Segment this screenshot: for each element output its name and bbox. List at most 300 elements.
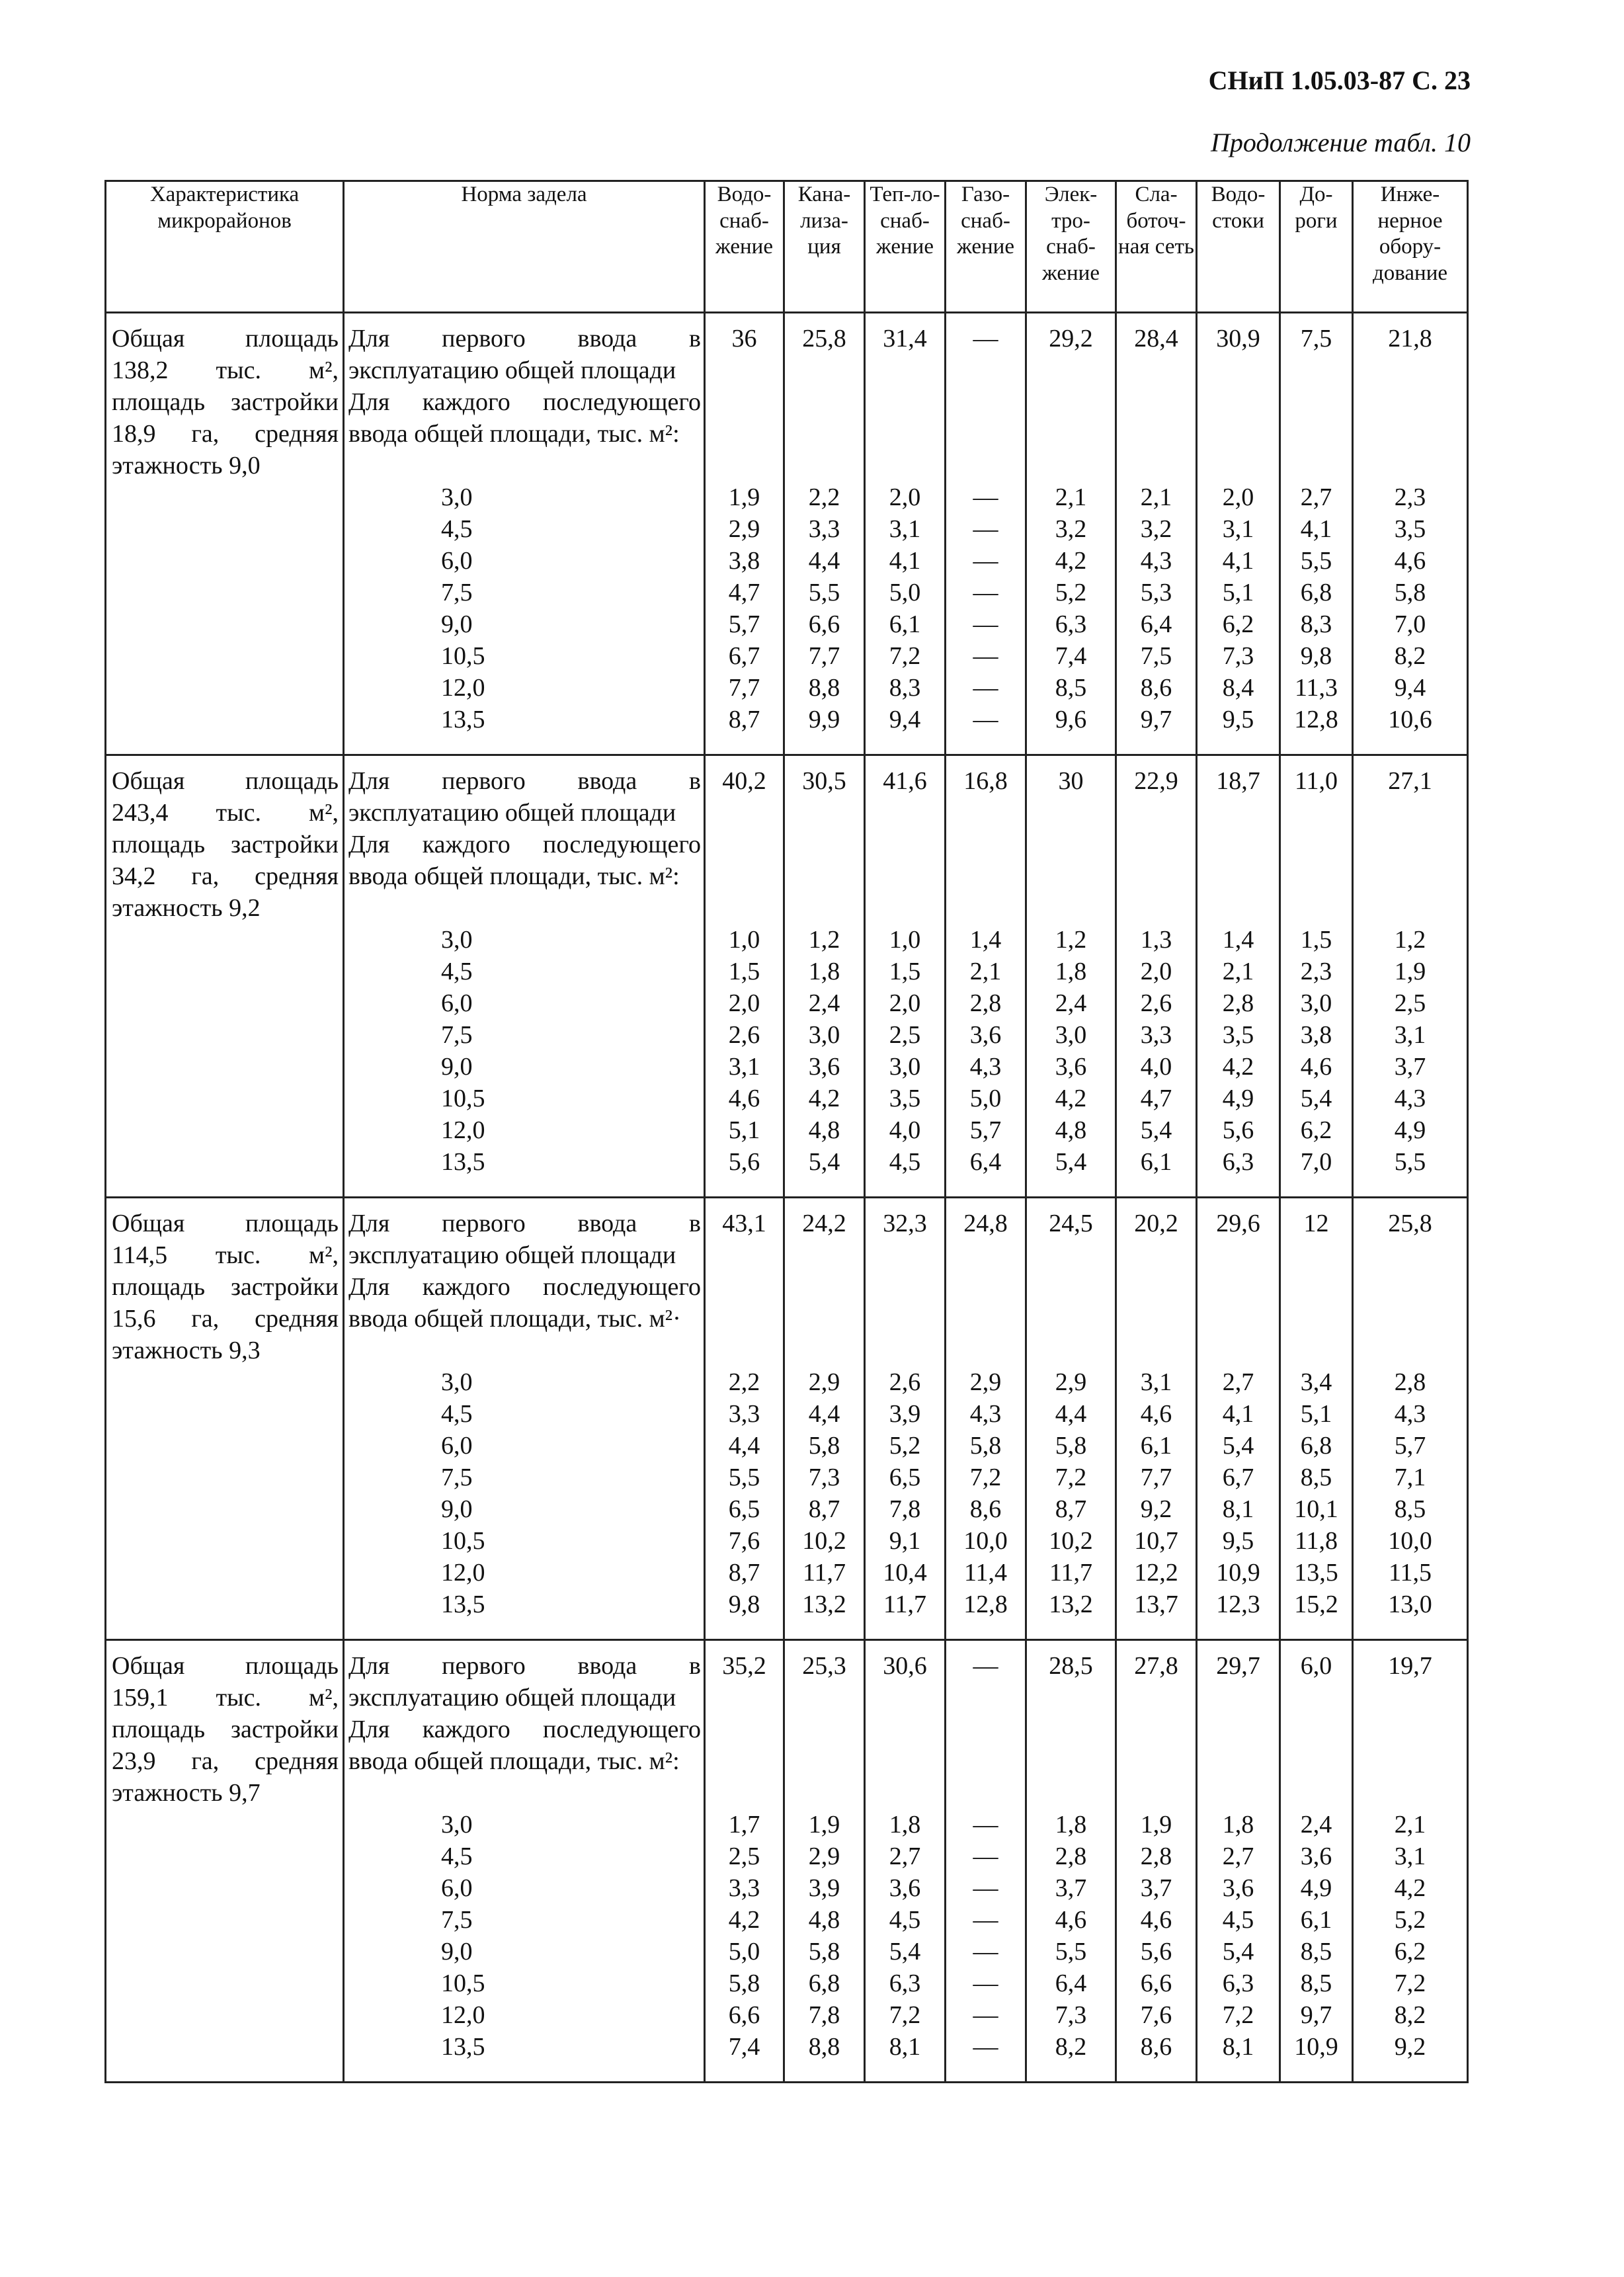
step-value: 3,5 bbox=[1222, 1021, 1254, 1049]
step-value: 8,1 bbox=[1222, 1495, 1254, 1523]
step-value: 6,2 bbox=[1300, 1116, 1332, 1144]
step-value: 4,8 bbox=[808, 1116, 840, 1144]
step-value: 4,8 bbox=[1055, 1116, 1087, 1144]
step-value: — bbox=[973, 2001, 998, 2029]
step-value: 4,6 bbox=[1394, 547, 1426, 575]
norm-each-next-input: Для каждого последующего ввода общей площади, тыс. м²: bbox=[348, 831, 701, 890]
step-value: 2,6 bbox=[1140, 989, 1172, 1017]
first-input-value: 6,0 bbox=[1300, 1652, 1332, 1680]
step-value: 11,8 bbox=[1294, 1527, 1338, 1555]
step-value: — bbox=[973, 515, 998, 543]
step-value: 4,4 bbox=[808, 547, 840, 575]
step-value: 3,8 bbox=[1300, 1021, 1332, 1049]
step-value: 5,1 bbox=[1222, 579, 1254, 606]
value-cell bbox=[1353, 313, 1468, 755]
step-value: 13,2 bbox=[802, 1591, 846, 1618]
step-value: 11,4 bbox=[963, 1559, 1008, 1587]
step-value: 9,1 bbox=[889, 1527, 921, 1555]
step-value: 4,6 bbox=[1140, 1400, 1172, 1428]
step-value: 8,2 bbox=[1055, 2033, 1087, 2061]
step-value: 4,9 bbox=[1222, 1085, 1254, 1112]
step-value: 5,4 bbox=[808, 1148, 840, 1176]
first-input-value: 28,4 bbox=[1134, 325, 1178, 352]
step-value: 3,2 bbox=[1055, 515, 1087, 543]
step-value: 6,5 bbox=[728, 1495, 760, 1523]
step-value: 1,5 bbox=[889, 958, 921, 985]
value-cell bbox=[946, 755, 1026, 1198]
first-input-value: 29,2 bbox=[1049, 325, 1093, 352]
microdistrict-characteristic: Общая площадь 243,4 тыс. м², площадь застройки 34,2 га, средняя этажность 9,2 bbox=[106, 755, 344, 1198]
step-value: 1,8 bbox=[889, 1811, 921, 1839]
norm-each-next-input: Для каждого последующего ввода общей площади, тыс. м²· bbox=[348, 1273, 701, 1333]
column-header: Теп-ло-снаб-жение bbox=[865, 181, 946, 313]
step-value: 13,5 bbox=[1294, 1559, 1338, 1587]
value-cell bbox=[946, 1640, 1026, 2081]
step-value: 9,2 bbox=[1394, 2033, 1426, 2061]
step-value: 4,3 bbox=[1140, 547, 1172, 575]
step-value: — bbox=[973, 1811, 998, 1839]
empty-cell bbox=[946, 2081, 1026, 2083]
step-value: 4,0 bbox=[1140, 1053, 1172, 1081]
step-value: 2,6 bbox=[889, 1368, 921, 1396]
step-value: 4,2 bbox=[728, 1906, 760, 1934]
norm-description bbox=[344, 1198, 705, 1640]
step-value: 11,7 bbox=[1049, 1559, 1093, 1587]
value-cell bbox=[1197, 755, 1280, 1198]
step-value: 3,6 bbox=[969, 1021, 1002, 1049]
step-value: 4,2 bbox=[1055, 547, 1087, 575]
step-value: — bbox=[973, 1969, 998, 1997]
step-value: 10,9 bbox=[1294, 2033, 1338, 2061]
value-cell bbox=[1353, 1198, 1468, 1640]
norms-table bbox=[104, 180, 1469, 2083]
step-value: 6,8 bbox=[808, 1969, 840, 1997]
value-cell bbox=[1116, 1640, 1197, 2081]
value-cell bbox=[865, 1198, 946, 1640]
first-input-value: 25,8 bbox=[1388, 1210, 1432, 1237]
step-value: 6,3 bbox=[1222, 1969, 1254, 1997]
first-input-value: 30,9 bbox=[1216, 325, 1260, 352]
step-value: 2,8 bbox=[1140, 1842, 1172, 1870]
step-value: 4,7 bbox=[1140, 1085, 1172, 1112]
step-value: 5,6 bbox=[1222, 1116, 1254, 1144]
step-value: 7,2 bbox=[1222, 2001, 1254, 2029]
step-value: 7,1 bbox=[1394, 1464, 1426, 1491]
norm-first-input: Для первого ввода в эксплуатацию общей площади bbox=[348, 1210, 701, 1269]
step-value: 7,7 bbox=[728, 674, 760, 702]
value-cell bbox=[1116, 755, 1197, 1198]
first-input-value: 25,3 bbox=[802, 1652, 846, 1680]
step-value: 3,3 bbox=[728, 1400, 760, 1428]
step-value: 5,5 bbox=[808, 579, 840, 606]
step-value: 1,0 bbox=[889, 926, 921, 954]
microdistrict-block bbox=[106, 755, 1468, 1198]
step-value: 2,9 bbox=[808, 1368, 840, 1396]
step-value: 1,8 bbox=[808, 958, 840, 985]
first-input-value: 29,6 bbox=[1216, 1210, 1260, 1237]
value-cell bbox=[865, 1640, 946, 2081]
step-value: 3,6 bbox=[889, 1874, 921, 1902]
value-cell bbox=[1280, 1640, 1353, 2081]
microdistrict-block bbox=[106, 1198, 1468, 1640]
step-value: 1,5 bbox=[728, 958, 760, 985]
norm-step-value: 10,5 bbox=[441, 1527, 485, 1555]
step-value: 8,1 bbox=[1222, 2033, 1254, 2061]
step-value: 8,8 bbox=[808, 2033, 840, 2061]
step-value: 7,0 bbox=[1300, 1148, 1332, 1176]
step-value: 9,6 bbox=[1055, 706, 1087, 733]
first-input-value: 27,8 bbox=[1134, 1652, 1178, 1680]
norm-description bbox=[344, 755, 705, 1198]
first-input-value: 24,8 bbox=[963, 1210, 1008, 1237]
step-value: 2,1 bbox=[1394, 1811, 1426, 1839]
step-value: 3,6 bbox=[1055, 1053, 1087, 1081]
norm-step-value: 13,5 bbox=[441, 2033, 485, 2061]
column-header: Водо-снаб-жение bbox=[705, 181, 784, 313]
step-value: 5,4 bbox=[1140, 1116, 1172, 1144]
step-value: 2,0 bbox=[728, 989, 760, 1017]
step-value: 6,4 bbox=[1140, 610, 1172, 638]
table-header-row bbox=[106, 181, 1468, 313]
step-value: 8,7 bbox=[728, 1559, 760, 1587]
step-value: 2,7 bbox=[1222, 1842, 1254, 1870]
step-value: 4,5 bbox=[1222, 1906, 1254, 1934]
step-value: — bbox=[973, 547, 998, 575]
step-value: 5,4 bbox=[1055, 1148, 1087, 1176]
column-header: Газо-снаб-жение bbox=[946, 181, 1026, 313]
step-value: 6,3 bbox=[889, 1969, 921, 1997]
norm-step-value: 4,5 bbox=[441, 958, 473, 985]
norm-step-value: 13,5 bbox=[441, 1148, 485, 1176]
step-value: 6,5 bbox=[889, 1464, 921, 1491]
column-header: Элек-тро-снаб-жение bbox=[1026, 181, 1116, 313]
step-value: 1,9 bbox=[1140, 1811, 1172, 1839]
step-value: 11,7 bbox=[883, 1591, 927, 1618]
step-value: — bbox=[973, 610, 998, 638]
step-value: 9,2 bbox=[1140, 1495, 1172, 1523]
first-input-value: 30 bbox=[1058, 767, 1084, 795]
step-value: 1,9 bbox=[728, 483, 760, 511]
step-value: 7,0 bbox=[1394, 610, 1426, 638]
column-header: Норма задела bbox=[344, 181, 705, 313]
step-value: 5,2 bbox=[1055, 579, 1087, 606]
value-cell bbox=[705, 1198, 784, 1640]
step-value: 2,8 bbox=[1222, 989, 1254, 1017]
value-cell bbox=[1197, 1640, 1280, 2081]
step-value: 3,5 bbox=[889, 1085, 921, 1112]
step-value: 1,5 bbox=[1300, 926, 1332, 954]
first-input-value: 22,9 bbox=[1134, 767, 1178, 795]
step-value: 5,8 bbox=[808, 1938, 840, 1966]
step-value: 13,0 bbox=[1388, 1591, 1432, 1618]
value-cell bbox=[946, 1198, 1026, 1640]
step-value: 5,3 bbox=[1140, 579, 1172, 606]
value-cell bbox=[1280, 1198, 1353, 1640]
step-value: 7,8 bbox=[808, 2001, 840, 2029]
step-value: 10,1 bbox=[1294, 1495, 1338, 1523]
step-value: 10,0 bbox=[963, 1527, 1008, 1555]
norm-first-input: Для первого ввода в эксплуатацию общей площади bbox=[348, 325, 701, 384]
step-value: 3,1 bbox=[1140, 1368, 1172, 1396]
step-value: 3,0 bbox=[889, 1053, 921, 1081]
step-value: 8,7 bbox=[728, 706, 760, 733]
step-value: 1,2 bbox=[1055, 926, 1087, 954]
value-cell bbox=[1116, 1198, 1197, 1640]
step-value: 4,6 bbox=[1140, 1906, 1172, 1934]
step-value: 4,2 bbox=[808, 1085, 840, 1112]
step-value: 8,5 bbox=[1300, 1938, 1332, 1966]
norm-description bbox=[344, 313, 705, 755]
microdistrict-block bbox=[106, 313, 1468, 755]
value-cell bbox=[1197, 1198, 1280, 1640]
step-value: 2,5 bbox=[889, 1021, 921, 1049]
step-value: 3,3 bbox=[1140, 1021, 1172, 1049]
step-value: 12,3 bbox=[1216, 1591, 1260, 1618]
step-value: 5,8 bbox=[1055, 1432, 1087, 1460]
step-value: 5,8 bbox=[808, 1432, 840, 1460]
step-value: 8,6 bbox=[1140, 674, 1172, 702]
empty-cell bbox=[705, 2081, 784, 2083]
step-value: 8,4 bbox=[1222, 674, 1254, 702]
step-value: 12,8 bbox=[1294, 706, 1338, 733]
first-input-value: 29,7 bbox=[1216, 1652, 1260, 1680]
step-value: — bbox=[973, 1906, 998, 1934]
step-value: 5,4 bbox=[1222, 1938, 1254, 1966]
step-value: 6,6 bbox=[1140, 1969, 1172, 1997]
norm-step-value: 6,0 bbox=[441, 1432, 473, 1460]
step-value: 3,3 bbox=[728, 1874, 760, 1902]
step-value: 6,6 bbox=[808, 610, 840, 638]
step-value: 10,4 bbox=[883, 1559, 927, 1587]
first-input-value: 20,2 bbox=[1134, 1210, 1178, 1237]
step-value: 2,4 bbox=[1055, 989, 1087, 1017]
step-value: 8,1 bbox=[889, 2033, 921, 2061]
step-value: 5,7 bbox=[1394, 1432, 1426, 1460]
step-value: 7,2 bbox=[1055, 1464, 1087, 1491]
step-value: 8,6 bbox=[969, 1495, 1002, 1523]
step-value: 2,9 bbox=[808, 1842, 840, 1870]
step-value: 5,0 bbox=[728, 1938, 760, 1966]
step-value: 3,1 bbox=[728, 1053, 760, 1081]
value-cell bbox=[705, 1640, 784, 2081]
norm-step-value: 3,0 bbox=[441, 1368, 473, 1396]
step-value: 2,2 bbox=[728, 1368, 760, 1396]
first-input-value: 12 bbox=[1303, 1210, 1329, 1237]
step-value: 9,7 bbox=[1300, 2001, 1332, 2029]
step-value: 2,0 bbox=[1140, 958, 1172, 985]
step-value: 7,3 bbox=[1055, 2001, 1087, 2029]
step-value: 5,1 bbox=[1300, 1400, 1332, 1428]
first-input-value: 24,2 bbox=[802, 1210, 846, 1237]
value-cell bbox=[784, 313, 865, 755]
step-value: 5,2 bbox=[889, 1432, 921, 1460]
step-value: 5,7 bbox=[969, 1116, 1002, 1144]
step-value: 4,9 bbox=[1300, 1874, 1332, 1902]
step-value: 7,3 bbox=[808, 1464, 840, 1491]
value-cell bbox=[1026, 313, 1116, 755]
step-value: 5,8 bbox=[728, 1969, 760, 1997]
step-value: 4,1 bbox=[1222, 1400, 1254, 1428]
step-value: 11,5 bbox=[1388, 1559, 1432, 1587]
step-value: 3,9 bbox=[808, 1874, 840, 1902]
step-value: 3,0 bbox=[1055, 1021, 1087, 1049]
step-value: 5,5 bbox=[1394, 1148, 1426, 1176]
step-value: 2,4 bbox=[1300, 1811, 1332, 1839]
step-value: 7,4 bbox=[1055, 642, 1087, 670]
empty-cell bbox=[1353, 2081, 1468, 2083]
norm-step-value: 7,5 bbox=[441, 579, 473, 606]
step-value: 3,0 bbox=[808, 1021, 840, 1049]
step-value: 2,8 bbox=[969, 989, 1002, 1017]
microdistrict-characteristic: Общая площадь 114,5 тыс. м², площадь застройки 15,6 га, средняя этажность 9,3 bbox=[106, 1198, 344, 1640]
value-cell bbox=[1026, 755, 1116, 1198]
first-input-value: 40,2 bbox=[722, 767, 766, 795]
norm-step-value: 4,5 bbox=[441, 1842, 473, 1870]
step-value: 4,5 bbox=[889, 1906, 921, 1934]
norm-step-value: 3,0 bbox=[441, 483, 473, 511]
value-cell bbox=[1026, 1640, 1116, 2081]
step-value: 3,4 bbox=[1300, 1368, 1332, 1396]
first-input-value: 19,7 bbox=[1388, 1652, 1432, 1680]
first-input-value: 35,2 bbox=[722, 1652, 766, 1680]
norm-step-value: 10,5 bbox=[441, 1969, 485, 1997]
value-cell bbox=[784, 755, 865, 1198]
step-value: 6,1 bbox=[889, 610, 921, 638]
step-value: 8,5 bbox=[1300, 1464, 1332, 1491]
step-value: 12,2 bbox=[1134, 1559, 1178, 1587]
first-input-value: — bbox=[973, 1652, 998, 1680]
step-value: 2,5 bbox=[1394, 989, 1426, 1017]
first-input-value: — bbox=[973, 325, 998, 352]
step-value: 6,1 bbox=[1140, 1432, 1172, 1460]
norm-step-value: 9,0 bbox=[441, 610, 473, 638]
step-value: 4,6 bbox=[1300, 1053, 1332, 1081]
step-value: 2,7 bbox=[889, 1842, 921, 1870]
step-value: 3,1 bbox=[1394, 1842, 1426, 1870]
step-value: 5,5 bbox=[1300, 547, 1332, 575]
value-cell bbox=[784, 1198, 865, 1640]
step-value: 4,9 bbox=[1394, 1116, 1426, 1144]
step-value: 1,9 bbox=[1394, 958, 1426, 985]
step-value: 7,6 bbox=[728, 1527, 760, 1555]
step-value: 5,2 bbox=[1394, 1906, 1426, 1934]
step-value: 1,2 bbox=[808, 926, 840, 954]
column-header: Кана-лиза-ция bbox=[784, 181, 865, 313]
norm-first-input: Для первого ввода в эксплуатацию общей площади bbox=[348, 767, 701, 827]
norm-step-value: 10,5 bbox=[441, 642, 485, 670]
step-value: 10,2 bbox=[1049, 1527, 1093, 1555]
norm-description bbox=[344, 1640, 705, 2081]
step-value: 1,0 bbox=[728, 926, 760, 954]
step-value: 2,2 bbox=[808, 483, 840, 511]
step-value: 7,2 bbox=[889, 2001, 921, 2029]
step-value: 4,4 bbox=[1055, 1400, 1087, 1428]
step-value: 6,7 bbox=[728, 642, 760, 670]
step-value: 4,4 bbox=[808, 1400, 840, 1428]
empty-cell bbox=[1197, 2081, 1280, 2083]
first-input-value: 25,8 bbox=[802, 325, 846, 352]
value-cell bbox=[865, 755, 946, 1198]
value-cell bbox=[1353, 755, 1468, 1198]
step-value: 4,1 bbox=[1300, 515, 1332, 543]
step-value: 7,2 bbox=[889, 642, 921, 670]
step-value: 3,6 bbox=[808, 1053, 840, 1081]
value-cell bbox=[1353, 1640, 1468, 2081]
step-value: 5,7 bbox=[728, 610, 760, 638]
step-value: 5,5 bbox=[1055, 1938, 1087, 1966]
step-value: 5,4 bbox=[889, 1938, 921, 1966]
step-value: — bbox=[973, 1938, 998, 1966]
step-value: 6,8 bbox=[1300, 579, 1332, 606]
norm-step-value: 9,0 bbox=[441, 1495, 473, 1523]
step-value: 3,9 bbox=[889, 1400, 921, 1428]
step-value: 6,2 bbox=[1222, 610, 1254, 638]
step-value: — bbox=[973, 1842, 998, 1870]
norm-step-value: 7,5 bbox=[441, 1021, 473, 1049]
step-value: 4,3 bbox=[969, 1400, 1002, 1428]
norm-step-value: 4,5 bbox=[441, 515, 473, 543]
first-input-value: 31,4 bbox=[883, 325, 927, 352]
step-value: 8,3 bbox=[889, 674, 921, 702]
step-value: 7,7 bbox=[1140, 1464, 1172, 1491]
step-value: 2,7 bbox=[1222, 1368, 1254, 1396]
step-value: 9,8 bbox=[728, 1591, 760, 1618]
step-value: 1,9 bbox=[808, 1811, 840, 1839]
first-input-value: 30,6 bbox=[883, 1652, 927, 1680]
first-input-value: 32,3 bbox=[883, 1210, 927, 1237]
empty-cell bbox=[865, 2081, 946, 2083]
step-value: 4,3 bbox=[1394, 1085, 1426, 1112]
step-value: 3,7 bbox=[1140, 1874, 1172, 1902]
step-value: 6,3 bbox=[1055, 610, 1087, 638]
step-value: 2,6 bbox=[728, 1021, 760, 1049]
norm-step-value: 3,0 bbox=[441, 1811, 473, 1839]
step-value: 15,2 bbox=[1294, 1591, 1338, 1618]
step-value: 1,4 bbox=[1222, 926, 1254, 954]
norm-step-value: 12,0 bbox=[441, 1116, 485, 1144]
value-cell bbox=[705, 313, 784, 755]
step-value: — bbox=[973, 674, 998, 702]
first-input-value: 11,0 bbox=[1294, 767, 1338, 795]
norm-each-next-input: Для каждого последующего ввода общей площади, тыс. м²: bbox=[348, 388, 701, 448]
step-value: 5,8 bbox=[1394, 579, 1426, 606]
step-value: 3,3 bbox=[808, 515, 840, 543]
step-value: 12,8 bbox=[963, 1591, 1008, 1618]
step-value: 10,6 bbox=[1388, 706, 1432, 733]
empty-cell bbox=[784, 2081, 865, 2083]
step-value: 9,7 bbox=[1140, 706, 1172, 733]
value-cell bbox=[1116, 313, 1197, 755]
norm-step-value: 7,5 bbox=[441, 1464, 473, 1491]
value-cell bbox=[946, 313, 1026, 755]
step-value: 2,9 bbox=[969, 1368, 1002, 1396]
norm-step-value: 6,0 bbox=[441, 547, 473, 575]
step-value: 8,6 bbox=[1140, 2033, 1172, 2061]
first-input-value: 28,5 bbox=[1049, 1652, 1093, 1680]
step-value: 10,0 bbox=[1388, 1527, 1432, 1555]
step-value: 6,4 bbox=[969, 1148, 1002, 1176]
step-value: 1,8 bbox=[1055, 958, 1087, 985]
step-value: 6,8 bbox=[1300, 1432, 1332, 1460]
step-value: — bbox=[973, 579, 998, 606]
step-value: 3,2 bbox=[1140, 515, 1172, 543]
step-value: 3,7 bbox=[1394, 1053, 1426, 1081]
step-value: 5,1 bbox=[728, 1116, 760, 1144]
step-value: 5,4 bbox=[1222, 1432, 1254, 1460]
step-value: 3,1 bbox=[1394, 1021, 1426, 1049]
first-input-value: 21,8 bbox=[1388, 325, 1432, 352]
step-value: 9,4 bbox=[889, 706, 921, 733]
